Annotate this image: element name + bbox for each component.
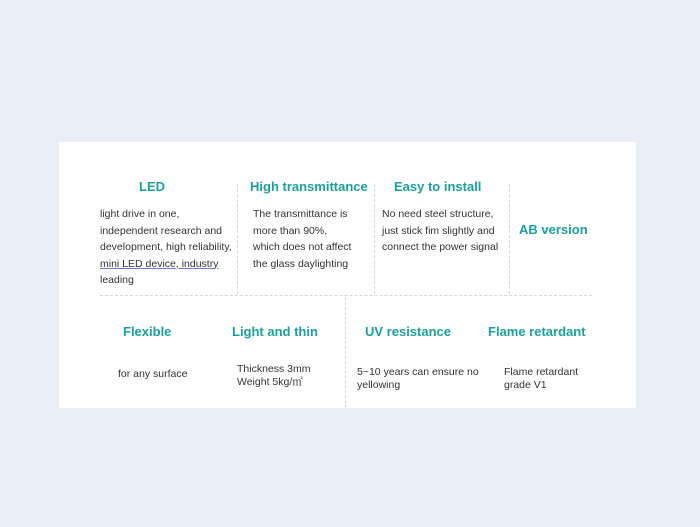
feature-title-flexible: Flexible (123, 324, 172, 339)
feature-title-uv-resistance: UV resistance (365, 324, 451, 339)
feature-desc-led: light drive in one, independent research and development, high reliability, mini LED device, industry leading (100, 208, 232, 286)
feature-title-easy-to-install: Easy to install (394, 179, 482, 194)
divider (374, 184, 375, 294)
feature-desc-light-and-thin: Thickness 3mm Weight 5kg/㎡ (237, 363, 311, 388)
feature-desc-uv-resistance: 5~10 years can ensure no yellowing (357, 366, 479, 391)
feature-desc-high-transmittance: The transmittance is more than 90%, which does not affect the glass daylighting (253, 208, 352, 270)
feature-title-flame-retardant: Flame retardant (488, 324, 586, 339)
feature-desc-flexible: for any surface (118, 368, 188, 380)
feature-desc-flame-retardant: Flame retardant grade V1 (504, 366, 579, 391)
feature-title-ab-version: AB version (519, 222, 588, 237)
feature-title-high-transmittance: High transmittance (250, 179, 368, 194)
feature-desc-easy-to-install: No need steel structure, just stick fim slightly and connect the power signal (382, 208, 499, 253)
feature-title-led: LED (139, 179, 165, 194)
divider (100, 295, 592, 296)
divider (345, 297, 346, 408)
feature-card (59, 142, 636, 408)
feature-title-light-and-thin: Light and thin (232, 324, 318, 339)
